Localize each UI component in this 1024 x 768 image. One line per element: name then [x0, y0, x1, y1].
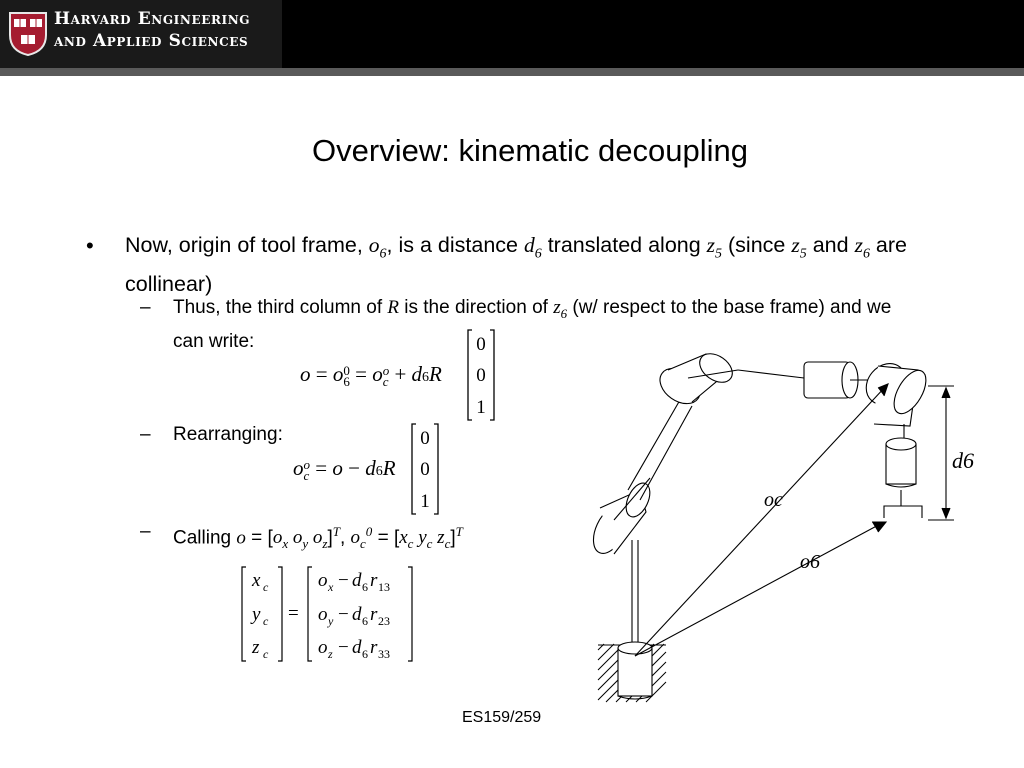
svg-text:o: o	[318, 570, 328, 591]
bullet-dot: •	[86, 233, 94, 258]
matrix-vector-2	[410, 422, 440, 516]
sub-bullet-3-text: Calling $o = [o_x$ $o_y$ $o_z]^T$, $o_c^0 = [x_c$ $y_c$ $z_c]^T$	[173, 524, 463, 552]
svg-text:−: −	[338, 637, 349, 658]
svg-text:23: 23	[378, 614, 390, 628]
slide-title: Overview: kinematic decoupling	[312, 133, 748, 168]
dash-2: –	[140, 424, 151, 445]
dash-1: –	[140, 297, 151, 318]
header-band	[0, 68, 1024, 76]
svg-text:z: z	[328, 647, 333, 661]
footer-course-code: ES159/259	[462, 709, 542, 726]
svg-text:d: d	[352, 637, 362, 658]
svg-text:x: x	[252, 570, 261, 591]
svg-text:1: 1	[476, 397, 486, 418]
label-o6: o6	[800, 551, 820, 573]
svg-text:1: 1	[420, 491, 430, 512]
svg-text:6: 6	[362, 580, 368, 594]
svg-text:0: 0	[420, 428, 430, 449]
svg-text:y: y	[328, 614, 334, 628]
svg-text:c: c	[263, 614, 269, 628]
svg-text:r: r	[370, 570, 378, 591]
bullet-1-text: Now, origin of tool frame, $o_6$, is a distance $d_6$ translated along $z_5$ (since $z_5$ and $z_6$ are collinear)	[125, 233, 907, 297]
svg-text:c: c	[263, 647, 269, 661]
svg-text:r: r	[370, 637, 378, 658]
svg-text:x: x	[328, 580, 334, 594]
matrix-vector-1	[466, 328, 496, 422]
svg-text:6: 6	[362, 647, 368, 661]
svg-text:d: d	[352, 604, 362, 625]
label-d6: d6	[952, 448, 974, 473]
institution-name-line1: Harvard Engineering	[54, 9, 251, 29]
equation-1: o = o0 6 = oo c + d6R	[300, 362, 442, 390]
institution-name-line2: and Applied Sciences	[54, 31, 249, 51]
sub-bullet-2-label: Rearranging:	[173, 424, 283, 445]
svg-text:r: r	[370, 604, 378, 625]
label-oc: oc	[764, 489, 783, 511]
logo-panel	[0, 0, 282, 68]
svg-text:13: 13	[378, 580, 390, 594]
svg-text:6: 6	[362, 614, 368, 628]
equation-2: oo c = o − d6R	[293, 456, 396, 484]
robot-arm-figure	[588, 340, 984, 716]
sub-bullet-1-text: Thus, the third column of R is the direction of $z_6$ (w/ respect to the base frame) and we can write:	[173, 297, 892, 352]
svg-text:d: d	[352, 570, 362, 591]
svg-text:o: o	[318, 604, 328, 625]
svg-text:0: 0	[420, 459, 430, 480]
harvard-shield-icon	[8, 11, 48, 57]
dash-3: –	[140, 521, 151, 542]
svg-text:y: y	[252, 604, 261, 625]
svg-text:o: o	[318, 637, 328, 658]
svg-text:33: 33	[378, 647, 390, 661]
equation-3-matrix	[238, 564, 422, 664]
svg-text:−: −	[338, 604, 349, 625]
svg-text:0: 0	[476, 365, 486, 386]
svg-text:−: −	[338, 570, 349, 591]
svg-text:c: c	[263, 580, 269, 594]
svg-text:=: =	[288, 603, 299, 624]
svg-text:0: 0	[476, 334, 486, 355]
svg-text:z: z	[252, 637, 260, 658]
